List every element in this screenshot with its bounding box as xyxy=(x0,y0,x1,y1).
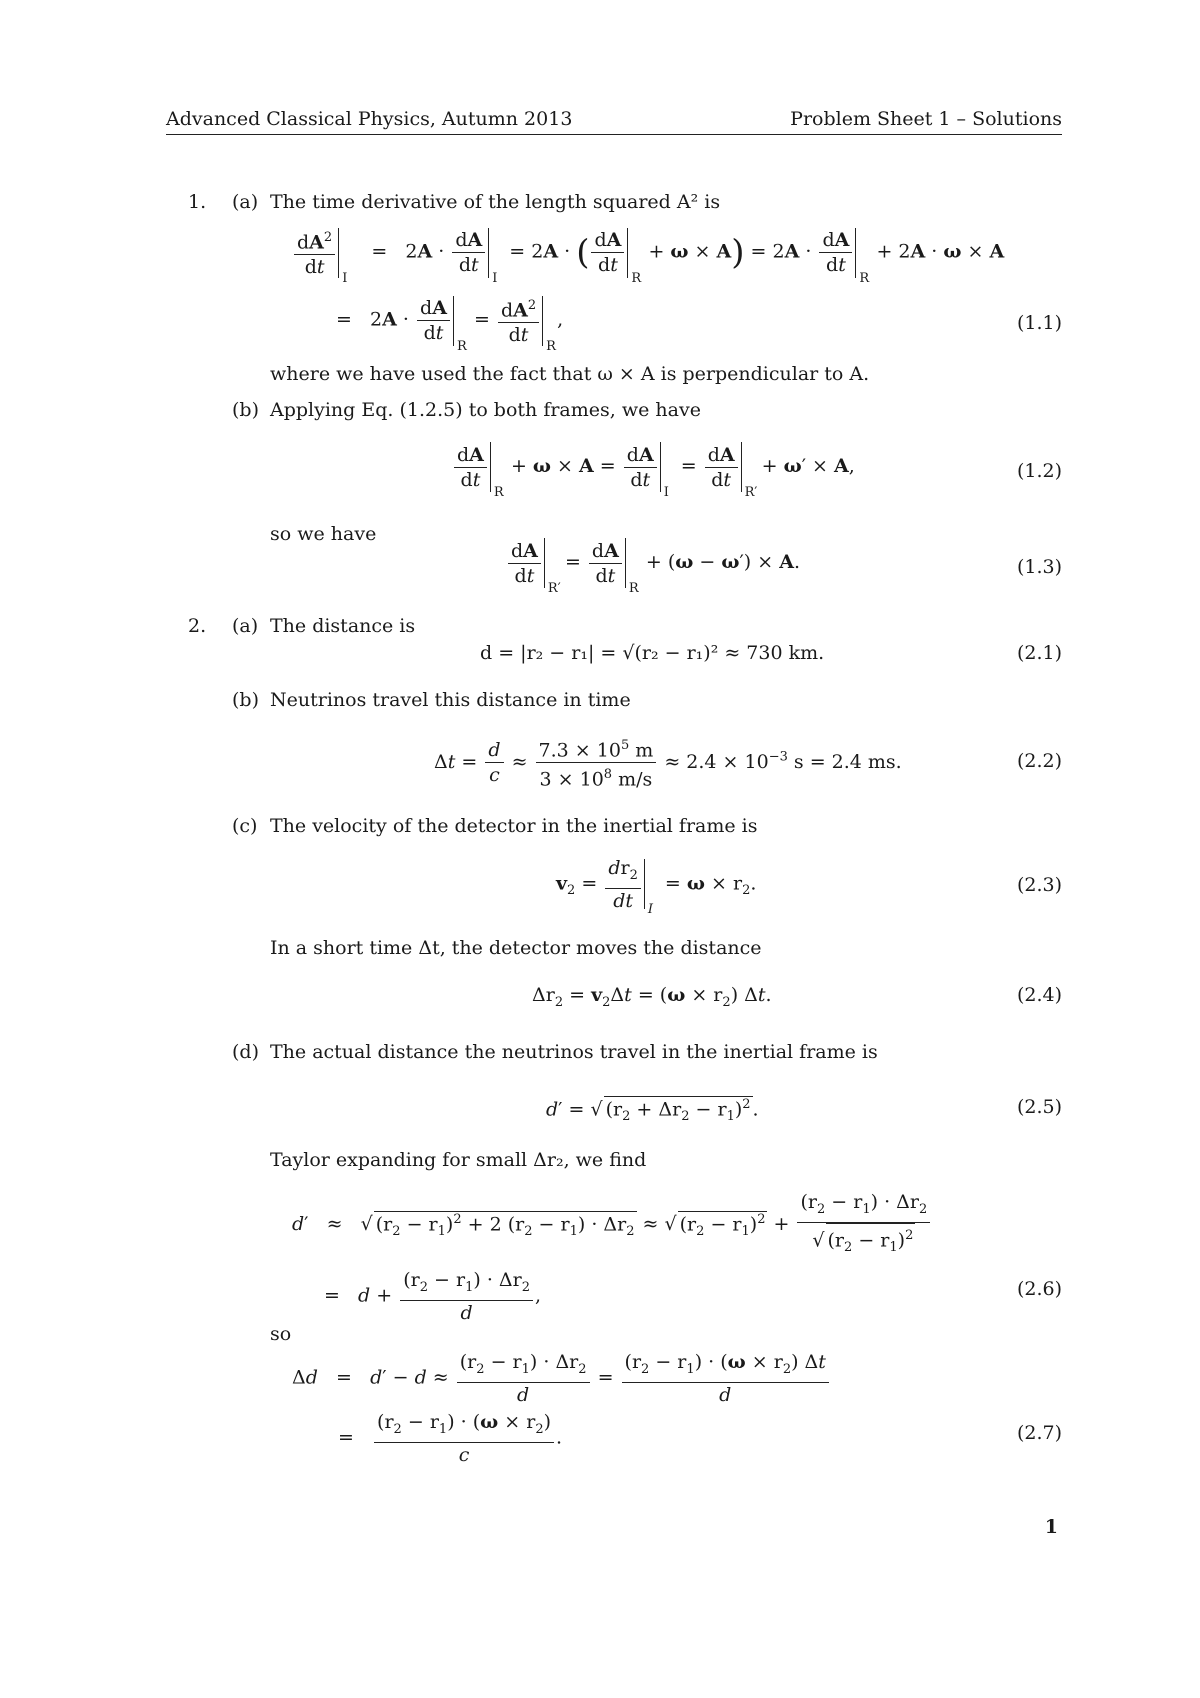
q2b-label: (b) xyxy=(232,689,259,711)
q2-so-text: so xyxy=(270,1323,292,1345)
q1b-label: (b) xyxy=(232,399,259,421)
q1a-after-text: where we have used the fact that ω × A is perpendicular to A. xyxy=(270,363,870,385)
equation-2-1: d = |r₂ − r₁| = √(r₂ − r₁)² ≈ 730 km. xyxy=(480,642,825,664)
q2a-label: (a) xyxy=(232,615,259,637)
equation-number-1-1: (1.1) xyxy=(1016,312,1062,334)
q1a-label: (a) xyxy=(232,191,259,213)
equation-number-2-5: (2.5) xyxy=(1016,1096,1062,1118)
equation-number-1-2: (1.2) xyxy=(1016,460,1062,482)
equation-2-2: Δt = $\frac{d}{c}$ ≈ $\frac{7.3 \times 10^5 m}{3 \times 10^8 m/s}$ ≈ $2.4 \times 10^{-3}$ s = 2.4 ms. xyxy=(434,734,902,792)
q2-number: 2. xyxy=(188,615,207,637)
q1b-text: Applying Eq. (1.2.5) to both frames, we have xyxy=(270,399,701,421)
q2a-text: The distance is xyxy=(270,615,416,637)
equation-number-2-7: (2.7) xyxy=(1016,1422,1062,1444)
equation-2-7-line2: = $\frac{(r_2 - r_1) \cdot (\omega \times r_2)}{c}$ . xyxy=(338,1411,563,1466)
equation-2-6-line2: = d + $\frac{(r_2 - r_1) \cdot \Delta r_2}{d}$ , xyxy=(324,1269,542,1324)
equation-number-1-3: (1.3) xyxy=(1016,556,1062,578)
q1a-text: The time derivative of the length squared A² is xyxy=(270,191,721,213)
header-right: Problem Sheet 1 – Solutions xyxy=(790,108,1062,130)
equation-1-3: $\frac{dA}{dt}$ R′ = $\frac{dA}{dt}$ R + (ω − ω′) × A. xyxy=(506,538,800,588)
equation-2-3: $v_2$ = $\frac{dr_2}{dt}$ I = $\omega \times r_2$. xyxy=(556,857,757,918)
header-rule xyxy=(166,134,1062,135)
equation-2-5: d′ = √ $(r_2 + \Delta r_2 - r_1)^2$ . xyxy=(546,1097,759,1125)
q2d-after-text: Taylor expanding for small Δr₂, we find xyxy=(270,1149,647,1171)
equation-number-2-3: (2.3) xyxy=(1016,874,1062,896)
equation-number-2-1: (2.1) xyxy=(1016,642,1062,664)
q1-number: 1. xyxy=(188,191,207,213)
equation-2-6-line1: d′ ≈ √ $(r_2 - r_1)^2 + 2$ $(r_2 - r_1) \cdot \Delta r_2$ ≈ √ $(r_2 - r_1)^2$ + $\frac{(r_2 - r_1) \cdot \Delta r_2}{√ (r_2 - r_1)^2}$ xyxy=(292,1190,932,1260)
equation-1-2: $\frac{dA}{dt}$ R + ω × A = $\frac{dA}{dt}$ I = $\frac{dA}{dt}$ R′ + ω′ × A, xyxy=(452,442,855,492)
equation-2-7-line1: Δd = d′ − d ≈ $\frac{(r_2 - r_1) \cdot \Delta r_2}{d}$ = $\frac{(r_2 - r_1) \cdot (\omega \times r_2) \Delta t}{d}$ xyxy=(292,1350,831,1407)
q2d-text: The actual distance the neutrinos travel in the inertial frame is xyxy=(270,1041,878,1063)
equation-2-4: $\Delta r_2 = v_2\Delta t = (\omega \times r_2)$ Δt. xyxy=(532,984,772,1010)
page-number: 1 xyxy=(1044,1516,1058,1538)
q2d-label: (d) xyxy=(232,1041,259,1063)
q2c-label: (c) xyxy=(232,815,258,837)
equation-number-2-4: (2.4) xyxy=(1016,984,1062,1006)
equation-number-2-6: (2.6) xyxy=(1016,1278,1062,1300)
q2c-text: The velocity of the detector in the inertial frame is xyxy=(270,815,758,837)
q1b-so-text: so we have xyxy=(270,523,377,545)
equation-1-1-line1: $\frac{dA^2}{dt}$ I = 2A · $\frac{dA}{dt}$ I = 2A · ( $\frac{dA}{dt}$ R + ω × A) = 2A · $\frac{dA}{dt}$ R + 2A · ω × A xyxy=(292,226,1004,279)
header-left: Advanced Classical Physics, Autumn 2013 xyxy=(166,108,573,130)
q2b-text: Neutrinos travel this distance in time xyxy=(270,689,631,711)
equation-1-1-line2: = 2A · $\frac{dA}{dt}$ R = $\frac{dA^2}{dt}$ R , xyxy=(336,294,563,347)
q2c-after-text: In a short time Δt, the detector moves the distance xyxy=(270,937,762,959)
equation-number-2-2: (2.2) xyxy=(1016,750,1062,772)
